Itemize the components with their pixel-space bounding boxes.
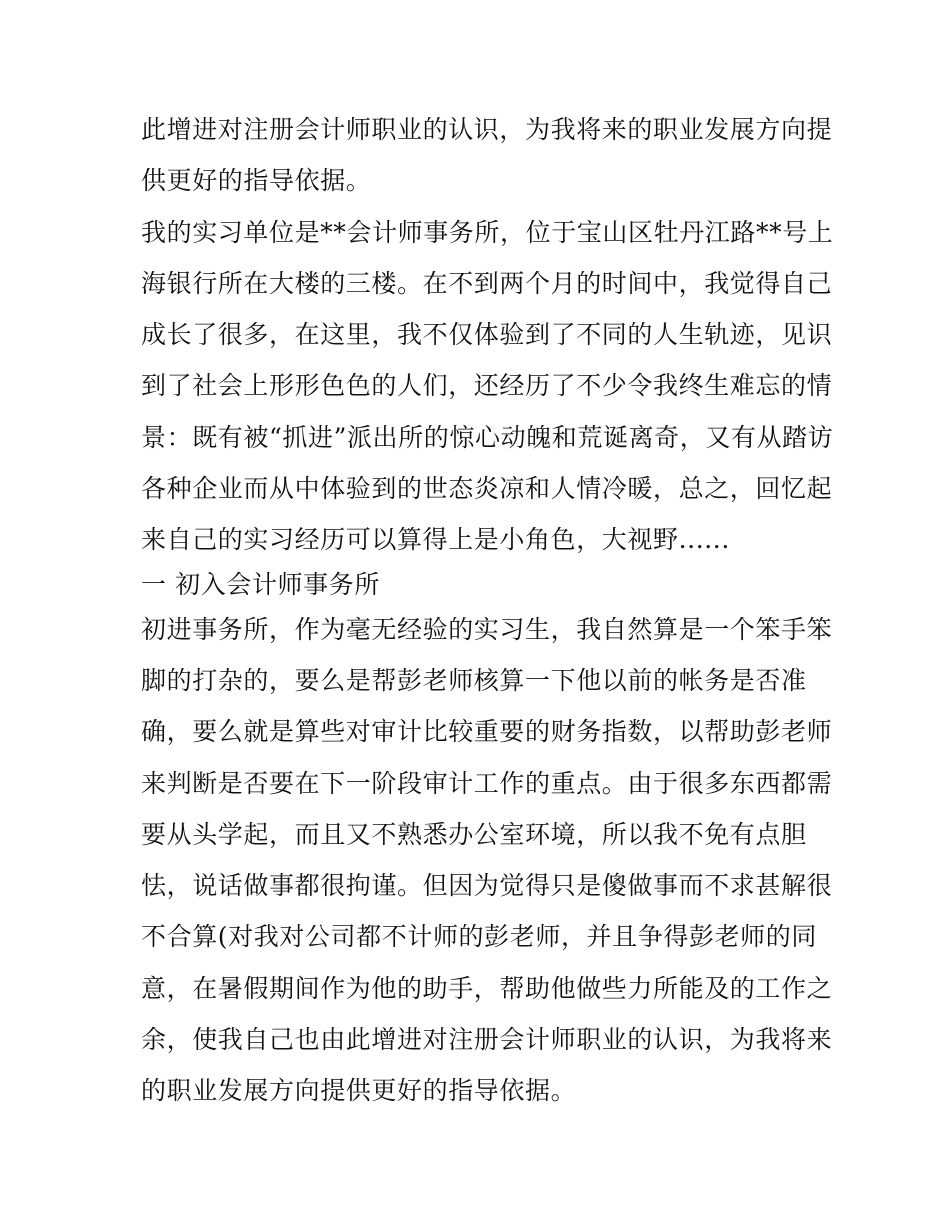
text-line: 来判断是否要在下一阶段审计工作的重点。由于很多东西都需 xyxy=(141,768,833,798)
text-line: 供更好的指导依据。 xyxy=(141,166,372,196)
text-line: 景：既有被“抓进”派出所的惊心动魄和荒诞离奇，又有从踏访 xyxy=(141,422,834,452)
text-line: 怯，说话做事都很拘谨。但因为觉得只是傻做事而不求甚解很 xyxy=(141,871,833,901)
section-heading: 一 初入会计师事务所 xyxy=(141,569,380,599)
text-line: 的职业发展方向提供更好的指导依据。 xyxy=(141,1076,577,1106)
text-line: 到了社会上形形色色的人们，还经历了不少令我终生难忘的情 xyxy=(141,371,833,401)
text-line: 初进事务所，作为毫无经验的实习生，我自然算是一个笨手笨 xyxy=(141,614,833,644)
text-line: 来自己的实习经历可以算得上是小角色，大视野...... xyxy=(141,525,730,555)
text-line: 海银行所在大楼的三楼。在不到两个月的时间中，我觉得自己 xyxy=(141,268,833,298)
text-line: 要从头学起，而且又不熟悉办公室环境，所以我不免有点胆 xyxy=(141,819,807,849)
text-line: 各种企业而从中体验到的世态炎凉和人情冷暖，总之，回忆起 xyxy=(141,474,833,504)
text-line: 余，使我自己也由此增进对注册会计师职业的认识，为我将来 xyxy=(141,1025,833,1055)
text-line: 我的实习单位是**会计师事务所，位于宝山区牡丹江路**号上 xyxy=(141,217,834,247)
text-line: 此增进对注册会计师职业的认识，为我将来的职业发展方向提 xyxy=(141,115,833,144)
text-line: 脚的打杂的，要么是帮彭老师核算一下他以前的帐务是否准 xyxy=(141,665,807,695)
text-line: 成长了很多，在这里，我不仅体验到了不同的人生轨迹，见识 xyxy=(141,320,833,350)
text-line: 确，要么就是算些对审计比较重要的财务指数，以帮助彭老师 xyxy=(141,717,833,747)
text-line: 意，在暑假期间作为他的助手，帮助他做些力所能及的工作之 xyxy=(141,973,833,1003)
text-line: 不合算(对我对公司都不计师的彭老师，并且争得彭老师的同 xyxy=(141,922,817,952)
body-text xyxy=(141,104,834,1117)
